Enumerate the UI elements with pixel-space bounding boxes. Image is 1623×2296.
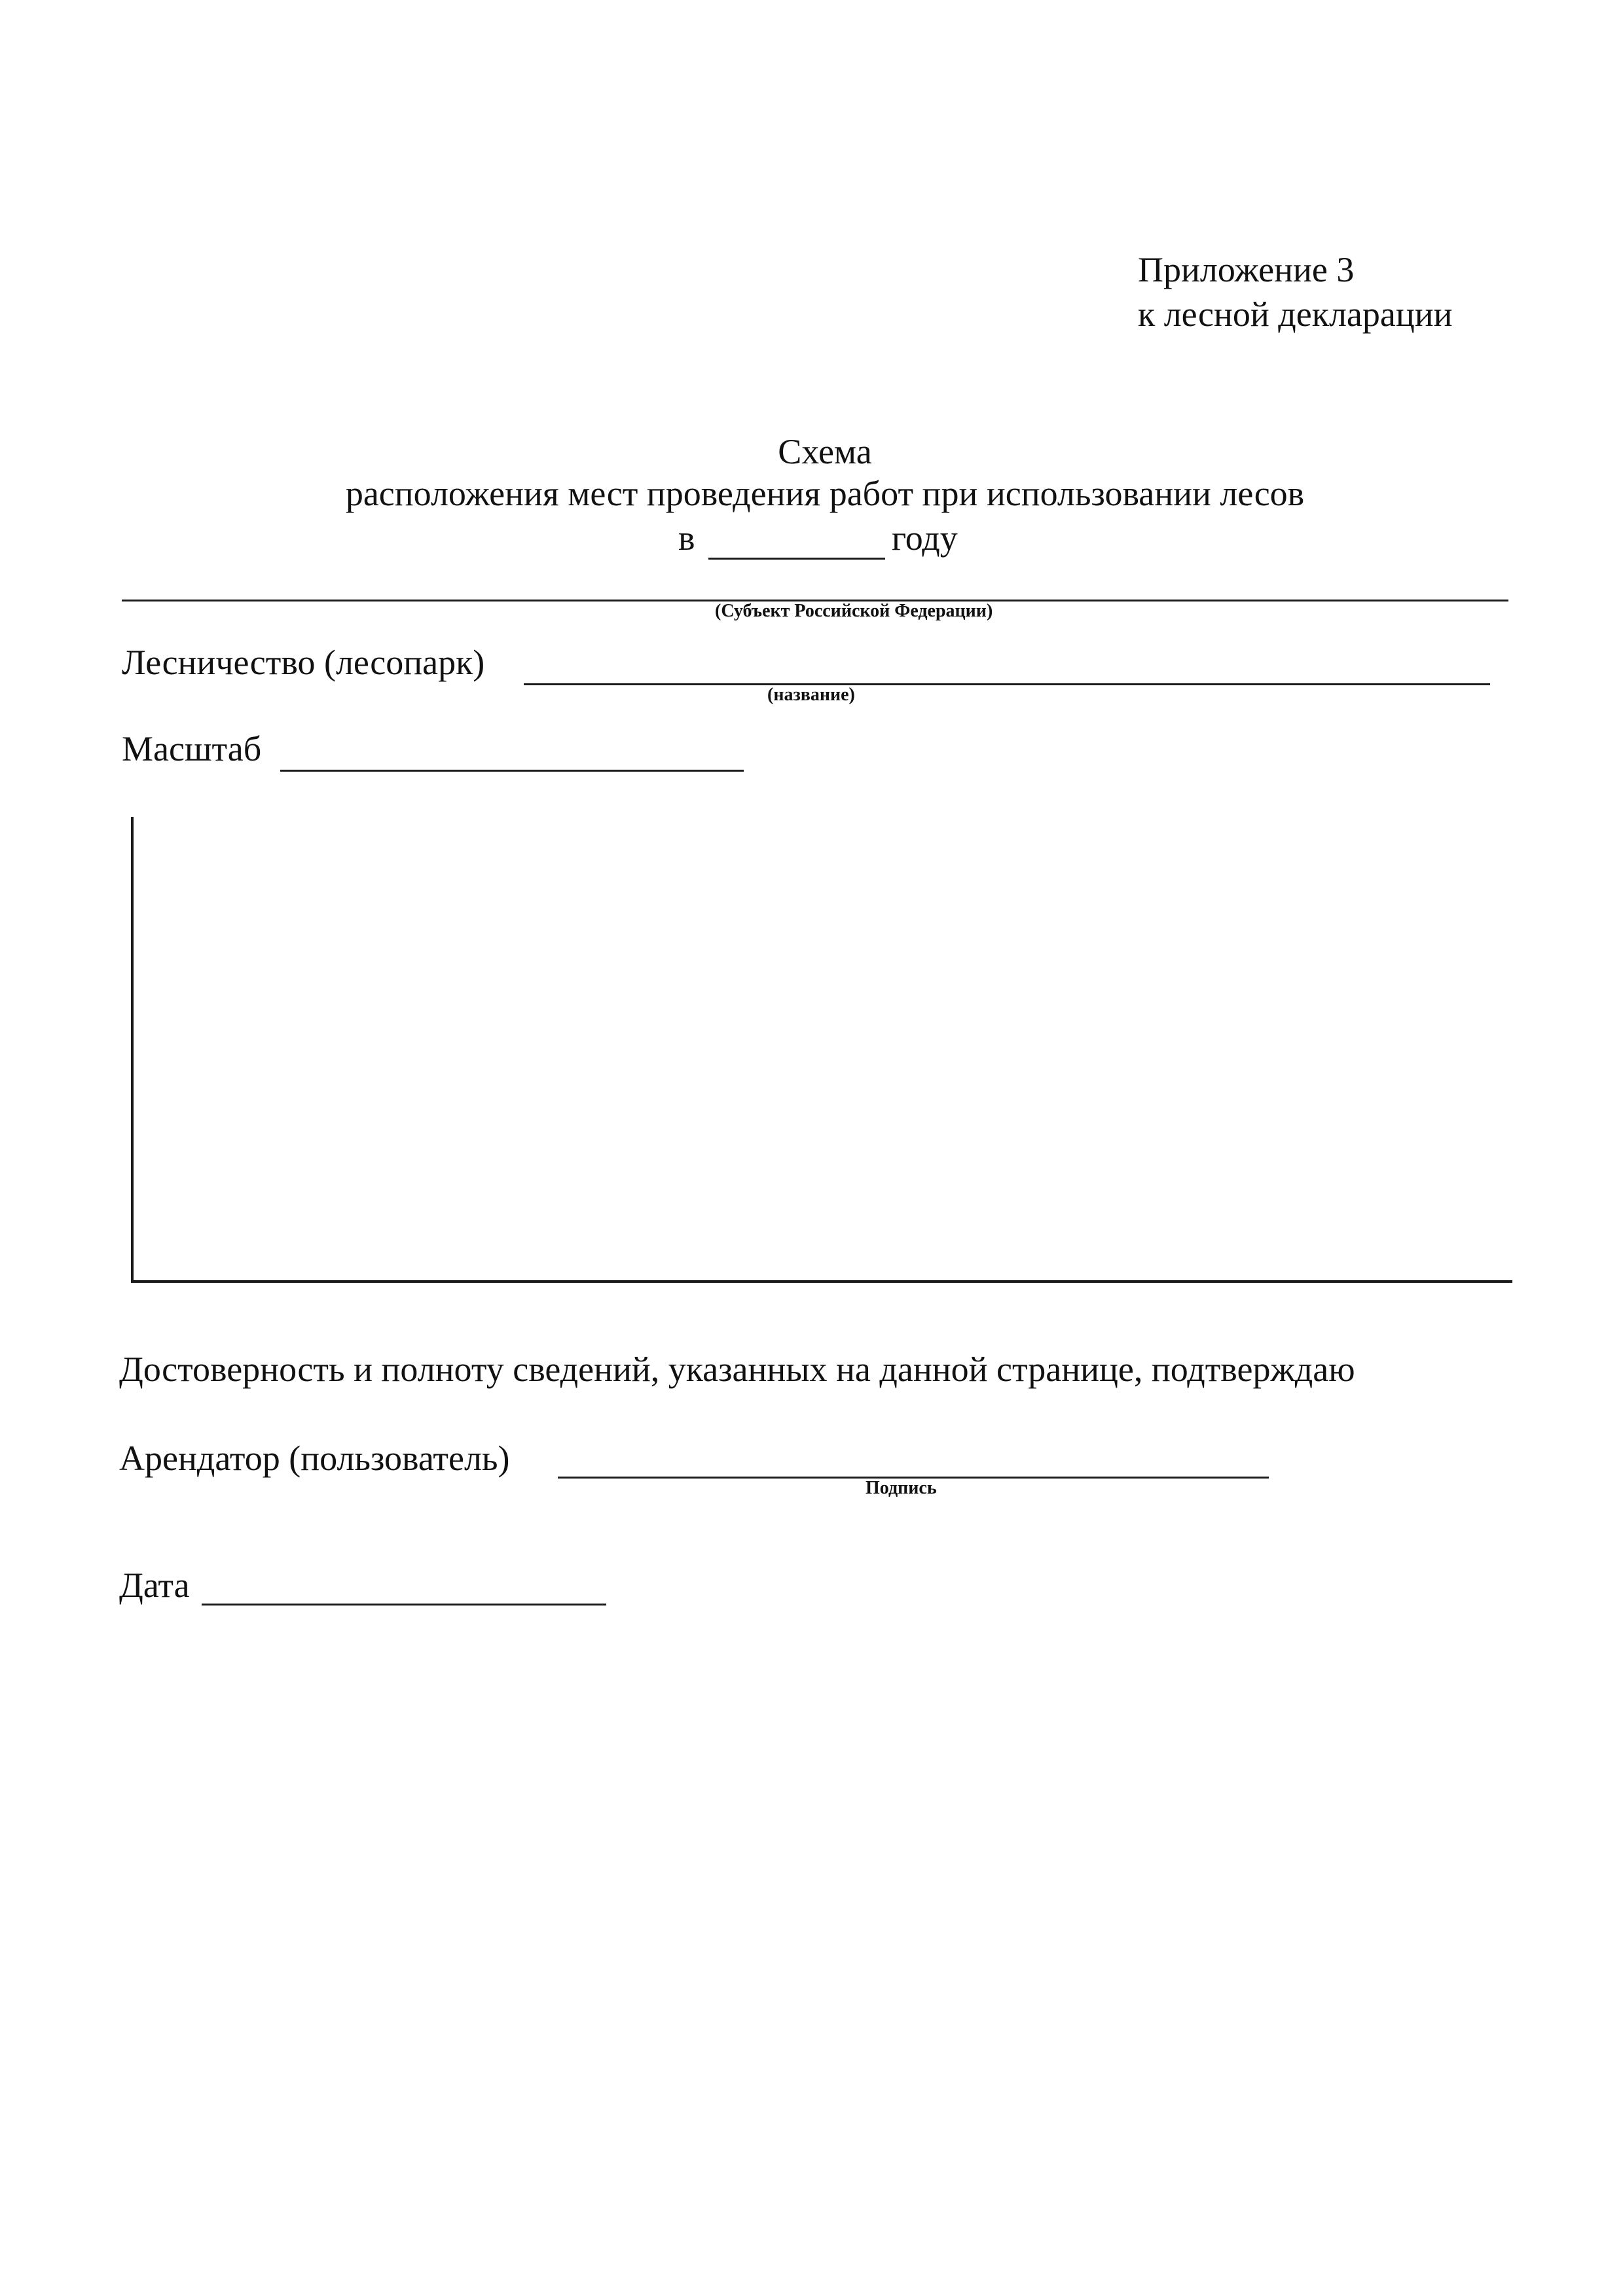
subject-caption: (Субъект Российской Федерации) — [715, 601, 993, 621]
document-subtitle: расположения мест проведения работ при использовании лесов — [345, 474, 1305, 513]
appendix-title: Приложение 3 — [1138, 250, 1355, 289]
scheme-drawing-area[interactable] — [131, 817, 1512, 1283]
date-field[interactable] — [202, 1604, 606, 1605]
tenant-label: Арендатор (пользователь) — [119, 1439, 510, 1478]
forestry-caption: (название) — [767, 685, 855, 705]
forestry-label: Лесничество (лесопарк) — [122, 643, 485, 682]
confirmation-text: Достоверность и полноту сведений, указанных на данной странице, подтверждаю — [119, 1350, 1355, 1389]
scale-label: Масштаб — [122, 729, 262, 768]
date-label: Дата — [119, 1566, 190, 1605]
year-suffix: году — [892, 518, 958, 558]
appendix-subtitle: к лесной декларации — [1138, 295, 1453, 334]
year-prefix: в — [678, 518, 695, 558]
document-title: Схема — [778, 432, 872, 471]
year-field[interactable] — [708, 558, 885, 560]
signature-caption: Подпись — [866, 1478, 937, 1498]
scale-field[interactable] — [280, 770, 744, 772]
forestry-field[interactable] — [524, 683, 1490, 685]
